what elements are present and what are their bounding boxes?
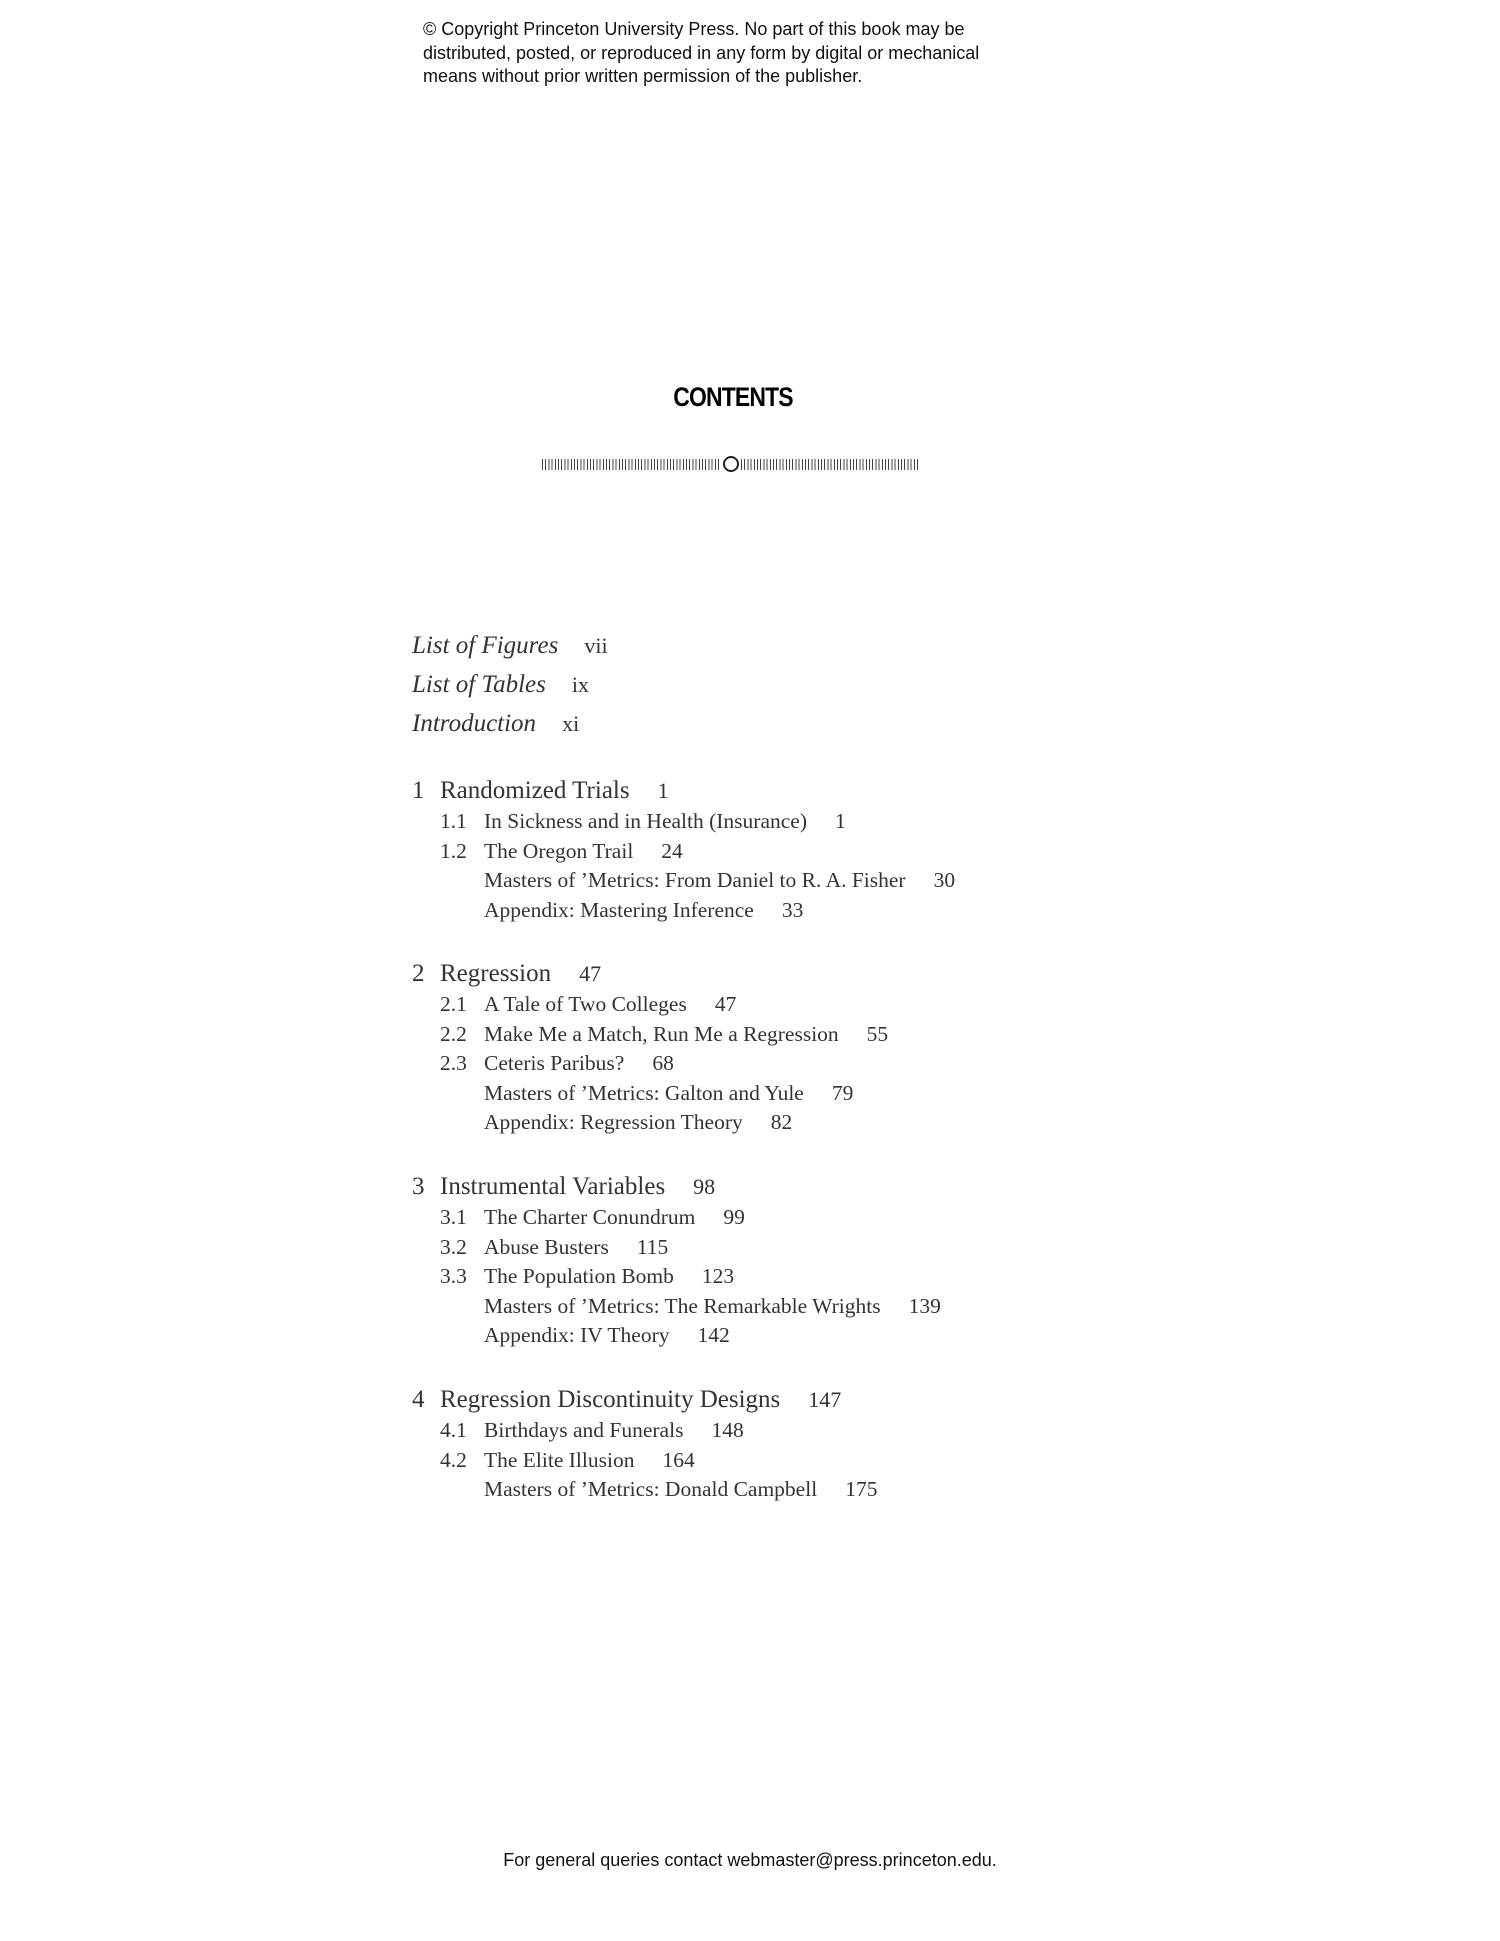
toc-subentry — [484, 1294, 941, 1319]
section-title: Birthdays and Funerals — [484, 1418, 684, 1442]
toc-subentry — [484, 868, 955, 893]
toc-chapter — [412, 1386, 841, 1414]
section-number: 1.2 — [440, 838, 467, 863]
chapter-number: 4 — [412, 1386, 425, 1413]
subentry-title: Masters of ’Metrics: The Remarkable Wrights — [484, 1293, 881, 1318]
toc-section — [440, 1448, 695, 1473]
toc-chapter — [412, 777, 669, 805]
section-page: 164 — [662, 1447, 695, 1472]
chapter-title: Instrumental Variables — [440, 1173, 666, 1200]
chapter-number: 2 — [412, 960, 425, 987]
section-title: Make Me a Match, Run Me a Regression — [484, 1021, 839, 1046]
ornament-bars-right — [741, 459, 920, 470]
section-title: A Tale of Two Colleges — [484, 992, 687, 1016]
toc-section — [440, 992, 736, 1017]
subentry-page: 33 — [781, 897, 804, 922]
copyright-line: © Copyright Princeton University Press. No part of this book may be — [423, 19, 965, 39]
toc-subentry — [484, 1477, 877, 1502]
toc-section — [440, 1205, 745, 1230]
section-page: 24 — [661, 838, 683, 863]
toc-section — [440, 1264, 734, 1289]
toc-front-matter-item — [412, 671, 589, 699]
entry-page: vii — [584, 633, 608, 658]
section-page: 55 — [866, 1021, 889, 1046]
copyright-line: means without prior written permission of the publisher. — [423, 66, 863, 86]
entry-page: xi — [562, 711, 580, 736]
section-number: 1.1 — [440, 809, 467, 833]
chapter-number: 1 — [412, 777, 425, 804]
subentry-page: 175 — [845, 1477, 878, 1502]
footer-contact: For general queries contact webmaster@press.princeton.edu. — [503, 1850, 997, 1870]
section-number: 2.2 — [440, 1021, 467, 1046]
section-page: 115 — [636, 1234, 669, 1259]
subentry-page: 30 — [933, 868, 956, 893]
section-title: The Population Bomb — [484, 1264, 674, 1289]
chapter-page: 98 — [693, 1174, 716, 1199]
ornament-divider — [542, 456, 920, 472]
toc-subentry — [484, 1110, 792, 1135]
subentry-title: Appendix: Regression Theory — [484, 1110, 743, 1135]
copyright-line: distributed, posted, or reproduced in any form by digital or mechanical — [423, 42, 980, 63]
chapter-title: Regression Discontinuity Designs — [440, 1386, 781, 1413]
chapter-page: 147 — [808, 1387, 842, 1412]
ornament-flower-icon — [723, 456, 739, 472]
section-title: Ceteris Paribus? — [484, 1051, 625, 1076]
toc-subentry — [484, 898, 803, 923]
subentry-page: 139 — [908, 1293, 941, 1318]
subentry-title: Appendix: IV Theory — [484, 1323, 670, 1348]
entry-title: List of Figures — [412, 632, 559, 659]
subentry-page: 142 — [697, 1323, 730, 1348]
toc-subentry — [484, 1081, 853, 1106]
section-title: The Oregon Trail — [484, 838, 634, 863]
section-number: 3.1 — [440, 1205, 467, 1229]
chapter-page: 47 — [579, 961, 602, 986]
toc-front-matter-item — [412, 632, 608, 660]
section-number: 4.1 — [440, 1418, 467, 1442]
section-page: 99 — [723, 1205, 745, 1229]
toc-section — [440, 1235, 668, 1260]
section-number: 2.3 — [440, 1051, 467, 1076]
entry-page: ix — [571, 672, 589, 697]
toc-chapter — [412, 960, 601, 988]
entry-title: Introduction — [412, 710, 537, 737]
toc-section — [440, 1418, 744, 1443]
section-number: 3.2 — [440, 1234, 467, 1259]
subentry-title: Appendix: Mastering Inference — [484, 897, 754, 922]
section-page: 68 — [652, 1051, 674, 1076]
section-title: In Sickness and in Health (Insurance) — [484, 809, 807, 833]
section-title: The Charter Conundrum — [484, 1205, 696, 1229]
chapter-title: Regression — [440, 960, 552, 987]
subentry-title: Masters of ’Metrics: From Daniel to R. A. Fisher — [484, 868, 906, 893]
chapter-number: 3 — [412, 1173, 425, 1200]
entry-title: List of Tables — [412, 671, 546, 698]
section-page: 1 — [835, 809, 846, 833]
toc-section — [440, 1051, 674, 1076]
subentry-page: 82 — [770, 1110, 793, 1135]
section-number: 3.3 — [440, 1264, 467, 1289]
toc-section — [440, 1022, 888, 1047]
toc-front-matter-item — [412, 710, 579, 738]
page-title: CONTENTS — [673, 382, 793, 412]
chapter-title: Randomized Trials — [440, 777, 630, 804]
section-number: 4.2 — [440, 1447, 467, 1472]
chapter-page: 1 — [657, 778, 669, 803]
copyright-notice — [423, 18, 1043, 89]
ornament-bars-left — [542, 459, 721, 470]
section-title: The Elite Illusion — [484, 1447, 635, 1472]
section-number: 2.1 — [440, 992, 467, 1016]
subentry-title: Masters of ’Metrics: Donald Campbell — [484, 1477, 818, 1502]
section-page: 148 — [711, 1418, 744, 1442]
toc-section — [440, 839, 683, 864]
subentry-title: Masters of ’Metrics: Galton and Yule — [484, 1080, 804, 1105]
toc-chapter — [412, 1173, 715, 1201]
toc-subentry — [484, 1323, 730, 1348]
subentry-page: 79 — [831, 1080, 854, 1105]
section-title: Abuse Busters — [484, 1234, 609, 1259]
section-page: 47 — [714, 992, 737, 1016]
toc-section — [440, 809, 846, 834]
section-page: 123 — [701, 1264, 735, 1289]
